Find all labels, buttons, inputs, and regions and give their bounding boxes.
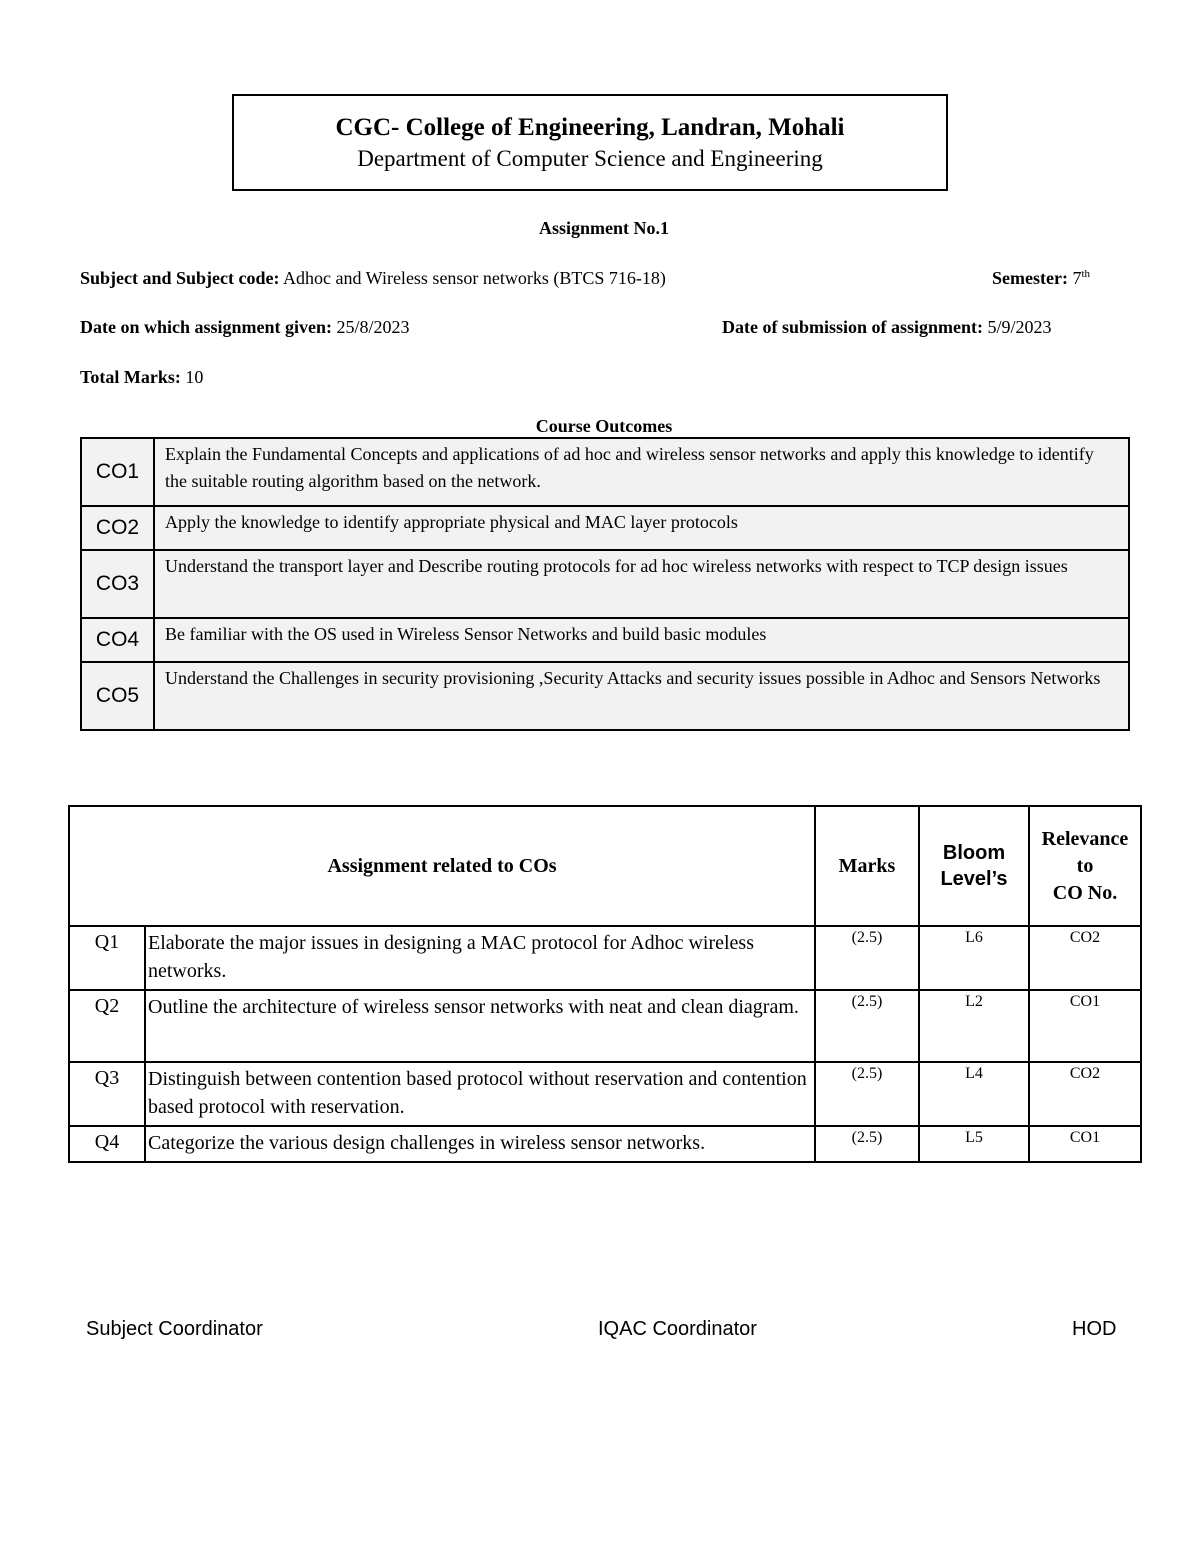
bloom-header-line1: Bloom bbox=[942, 842, 1006, 864]
question-co: CO2 bbox=[1029, 1062, 1141, 1126]
question-text: Elaborate the major issues in designing a MAC protocol for Adhoc wireless networks. bbox=[145, 926, 815, 990]
table-row bbox=[81, 506, 1129, 550]
co-description: Understand the transport layer and Describe routing protocols for ad hoc wireless networks with respect to TCP design issues bbox=[154, 550, 1129, 618]
subject-label: Subject and Subject code: bbox=[80, 268, 280, 288]
question-number: Q3 bbox=[69, 1062, 145, 1126]
co-description: Understand the Challenges in security provisioning ,Security Attacks and security issues possible in Adhoc and Sensors Networks bbox=[154, 662, 1129, 730]
question-bloom-level: L2 bbox=[919, 990, 1029, 1062]
co-code: CO1 bbox=[81, 438, 154, 506]
total-marks-label: Total Marks: bbox=[80, 367, 181, 387]
table-row bbox=[81, 618, 1129, 662]
question-number: Q2 bbox=[69, 990, 145, 1062]
question-text: Distinguish between contention based protocol without reservation and contention based protocol with reservation. bbox=[145, 1062, 815, 1126]
question-number: Q4 bbox=[69, 1126, 145, 1162]
hod-signature: HOD bbox=[1072, 1318, 1117, 1340]
semester-suffix: th bbox=[1081, 268, 1091, 280]
question-bloom-level: L6 bbox=[919, 926, 1029, 990]
co-description: Explain the Fundamental Concepts and applications of ad hoc and wireless sensor networks and apply this knowledge to identify the suitable routing algorithm based on the network. bbox=[154, 438, 1129, 506]
department-name: Department of Computer Science and Engineering bbox=[357, 146, 823, 171]
co-description: Be familiar with the OS used in Wireless Sensor Networks and build basic modules bbox=[154, 618, 1129, 662]
question-bloom-level: L4 bbox=[919, 1062, 1029, 1126]
course-outcomes-table bbox=[80, 437, 1130, 731]
table-header-row bbox=[69, 806, 1141, 926]
date-given-label: Date on which assignment given: bbox=[80, 317, 333, 337]
bloom-header-line2: Level’s bbox=[940, 868, 1008, 890]
question-co: CO1 bbox=[1029, 990, 1141, 1062]
date-given-line bbox=[80, 317, 410, 338]
assignment-title: Assignment No.1 bbox=[538, 218, 669, 238]
question-marks: (2.5) bbox=[815, 1062, 919, 1126]
date-submission-label: Date of submission of assignment: bbox=[722, 317, 984, 337]
question-co: CO2 bbox=[1029, 926, 1141, 990]
relevance-header-line3: CO No. bbox=[1052, 881, 1118, 904]
relevance-header bbox=[1029, 806, 1141, 926]
bloom-header bbox=[919, 806, 1029, 926]
question-text: Categorize the various design challenges in wireless sensor networks. bbox=[145, 1126, 815, 1162]
question-marks: (2.5) bbox=[815, 1126, 919, 1162]
question-marks: (2.5) bbox=[815, 990, 919, 1062]
question-header: Assignment related to COs bbox=[69, 806, 815, 926]
date-submission-line bbox=[722, 317, 1052, 338]
co-code: CO3 bbox=[81, 550, 154, 618]
semester-value: 7 bbox=[1072, 268, 1082, 288]
table-row bbox=[81, 550, 1129, 618]
subject-line bbox=[80, 268, 666, 289]
subject-coordinator-signature: Subject Coordinator bbox=[86, 1318, 263, 1340]
table-row bbox=[81, 438, 1129, 506]
marks-header: Marks bbox=[815, 806, 919, 926]
total-marks-line bbox=[80, 367, 203, 388]
date-submission-value: 5/9/2023 bbox=[987, 317, 1052, 337]
table-row bbox=[81, 662, 1129, 730]
header-box bbox=[232, 94, 948, 191]
assignment-table bbox=[68, 805, 1142, 1163]
co-code: CO2 bbox=[81, 506, 154, 550]
course-outcomes-heading: Course Outcomes bbox=[535, 416, 673, 436]
co-code: CO5 bbox=[81, 662, 154, 730]
relevance-header-line2: to bbox=[1076, 854, 1094, 877]
iqac-coordinator-signature: IQAC Coordinator bbox=[598, 1318, 757, 1340]
semester-line bbox=[992, 268, 1090, 289]
question-co: CO1 bbox=[1029, 1126, 1141, 1162]
question-bloom-level: L5 bbox=[919, 1126, 1029, 1162]
semester-label: Semester: bbox=[992, 268, 1068, 288]
co-code: CO4 bbox=[81, 618, 154, 662]
table-row bbox=[69, 1126, 1141, 1162]
relevance-header-line1: Relevance bbox=[1041, 827, 1129, 850]
co-description: Apply the knowledge to identify appropriate physical and MAC layer protocols bbox=[154, 506, 1129, 550]
table-row bbox=[69, 926, 1141, 990]
question-marks: (2.5) bbox=[815, 926, 919, 990]
subject-value: Adhoc and Wireless sensor networks (BTCS 716-18) bbox=[283, 268, 666, 288]
date-given-value: 25/8/2023 bbox=[336, 317, 410, 337]
question-text: Outline the architecture of wireless sensor networks with neat and clean diagram. bbox=[145, 990, 815, 1062]
question-number: Q1 bbox=[69, 926, 145, 990]
total-marks-value: 10 bbox=[185, 367, 204, 387]
college-name: CGC- College of Engineering, Landran, Mohali bbox=[335, 114, 845, 141]
table-row bbox=[69, 1062, 1141, 1126]
table-row bbox=[69, 990, 1141, 1062]
